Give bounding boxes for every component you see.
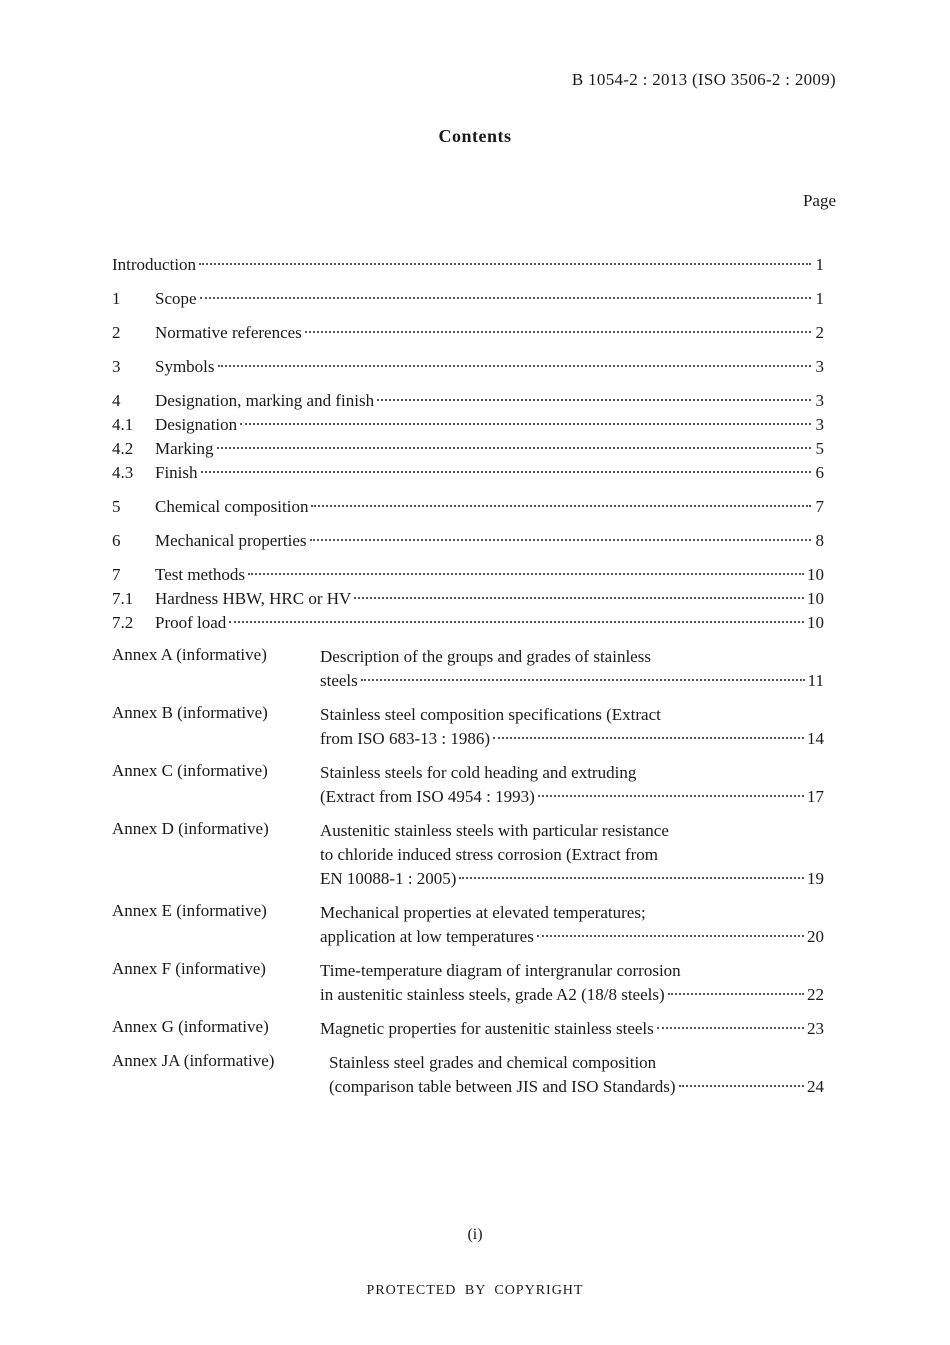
annex-label: Annex G (informative) [112, 1017, 269, 1036]
dot-leader [657, 1027, 804, 1029]
dot-leader [311, 505, 811, 507]
toc-entry-number: 7 [112, 565, 121, 584]
annex-title-line: from ISO 683-13 : 1986) [320, 729, 490, 748]
toc-entry-number: 7.1 [112, 589, 134, 608]
annex-title-line: Time-temperature diagram of intergranular corrosion [320, 961, 681, 980]
annex-title-line: Mechanical properties at elevated temperatures; [320, 903, 646, 922]
annex-entry-g[interactable] [112, 1017, 824, 1041]
toc-entry-page: 1 [815, 255, 824, 274]
dot-leader [248, 573, 804, 575]
dot-leader [217, 447, 811, 449]
annex-title-line: steels [320, 671, 358, 690]
toc-entry-page: 10 [807, 565, 824, 584]
toc-entry-number: 2 [112, 323, 121, 342]
annex-label: Annex F (informative) [112, 959, 266, 978]
annex-page: 22 [807, 985, 824, 1004]
toc-entry-page: 3 [815, 415, 824, 434]
annex-page: 23 [807, 1019, 824, 1038]
dot-leader [218, 365, 811, 367]
dot-leader [537, 935, 804, 937]
annex-title-line: Stainless steel composition specifications (Extract [320, 705, 661, 724]
copyright-notice: PROTECTED BY COPYRIGHT [366, 1283, 584, 1298]
toc-entry[interactable] [112, 529, 824, 553]
annex-title-line: (comparison table between JIS and ISO Standards) [329, 1077, 676, 1096]
toc-entry-page: 7 [815, 497, 824, 516]
dot-leader [229, 621, 804, 623]
toc-entry-number: 1 [112, 289, 121, 308]
annex-label: Annex B (informative) [112, 703, 268, 722]
toc-entry-page: 1 [815, 289, 824, 308]
toc-entry-page: 5 [815, 439, 824, 458]
page-title: Contents [438, 126, 512, 146]
toc-entry-number: 7.2 [112, 613, 134, 632]
dot-leader [199, 263, 811, 265]
document-identifier: B 1054-2 : 2013 (ISO 3506-2 : 2009) [571, 70, 836, 89]
dot-leader [310, 539, 811, 541]
toc-subentry[interactable] [112, 437, 824, 461]
toc-entry[interactable] [112, 321, 824, 345]
annex-label: Annex JA (informative) [112, 1051, 275, 1070]
toc-entry[interactable] [112, 287, 824, 311]
annex-entry-c[interactable] [112, 761, 824, 809]
toc-entry-page: 10 [807, 613, 824, 632]
toc-entry-page: 8 [815, 531, 824, 550]
annex-label: Annex C (informative) [112, 761, 268, 780]
toc-entry-page: 10 [807, 589, 824, 608]
dot-leader [538, 795, 804, 797]
toc-entry[interactable] [112, 389, 824, 413]
dot-leader [361, 679, 805, 681]
dot-leader [679, 1085, 804, 1087]
annex-label: Annex E (informative) [112, 901, 267, 920]
page-folio: (i) [467, 1226, 483, 1243]
page-column-heading: Page [802, 191, 836, 210]
annex-entry-e[interactable] [112, 901, 824, 949]
annex-label: Annex A (informative) [112, 645, 267, 664]
annex-page: 17 [807, 787, 824, 806]
annex-page: 14 [807, 729, 824, 748]
toc-entry-number: 4.2 [112, 439, 134, 458]
toc-entry-title: Proof load [155, 613, 227, 632]
toc-entry-title: Scope [155, 289, 197, 308]
toc-entry-title: Normative references [155, 323, 302, 342]
annex-page: 19 [807, 869, 824, 888]
toc-entry-number: 5 [112, 497, 121, 516]
toc-entry-number: 4 [112, 391, 121, 410]
toc-entry-page: 3 [815, 357, 824, 376]
annex-title-line: Austenitic stainless steels with particular resistance [320, 821, 669, 840]
annex-title-line: Stainless steels for cold heading and extruding [320, 763, 637, 782]
annex-entry-a[interactable] [112, 645, 824, 693]
toc-subentry[interactable] [112, 587, 824, 611]
annex-title-line: Magnetic properties for austenitic stainless steels [320, 1019, 654, 1038]
toc-entry-title: Introduction [112, 255, 197, 274]
toc-entry[interactable] [112, 355, 824, 379]
annex-page: 24 [807, 1077, 824, 1096]
dot-leader [201, 471, 811, 473]
toc-entry-title: Hardness HBW, HRC or HV [155, 589, 352, 608]
dot-leader [200, 297, 811, 299]
toc-entry-title: Designation, marking and finish [155, 391, 375, 410]
toc-entry-title: Designation [155, 415, 238, 434]
toc-entry[interactable] [112, 563, 824, 587]
dot-leader [305, 331, 811, 333]
toc-entry-page: 6 [815, 463, 824, 482]
annex-title-line: EN 10088-1 : 2005) [320, 869, 457, 888]
annex-title-line: application at low temperatures [320, 927, 534, 946]
dot-leader [668, 993, 804, 995]
toc-entry-page: 2 [815, 323, 824, 342]
toc-entry-number: 4.3 [112, 463, 134, 482]
dot-leader [240, 423, 811, 425]
annex-title-line: Stainless steel grades and chemical composition [329, 1053, 657, 1072]
toc-entry-number: 6 [112, 531, 121, 550]
toc-entry-title: Symbols [155, 357, 215, 376]
dot-leader [459, 877, 804, 879]
annex-entry-ja[interactable] [112, 1051, 824, 1099]
toc-entry[interactable] [112, 495, 824, 519]
toc-entry-introduction[interactable] [112, 253, 824, 277]
toc-entry-title: Chemical composition [155, 497, 309, 516]
toc-subentry[interactable] [112, 461, 824, 485]
dot-leader [377, 399, 811, 401]
annex-label: Annex D (informative) [112, 819, 269, 838]
toc-entry-page: 3 [815, 391, 824, 410]
annex-page: 20 [807, 927, 824, 946]
table-of-contents [112, 253, 824, 1099]
toc-entry-title: Marking [155, 439, 214, 458]
annex-title-line: Description of the groups and grades of stainless [320, 647, 651, 666]
toc-entry-title: Test methods [155, 565, 245, 584]
toc-entry-number: 3 [112, 357, 121, 376]
toc-subentry[interactable] [112, 611, 824, 635]
annex-entry-f[interactable] [112, 959, 824, 1007]
toc-entry-title: Mechanical properties [155, 531, 307, 550]
annex-entry-d[interactable] [112, 819, 824, 891]
dot-leader [493, 737, 804, 739]
annex-title-line: to chloride induced stress corrosion (Extract from [320, 845, 659, 864]
toc-entry-title: Finish [155, 463, 198, 482]
annex-entry-b[interactable] [112, 703, 824, 751]
annex-title-line: (Extract from ISO 4954 : 1993) [320, 787, 535, 806]
annex-title-line: in austenitic stainless steels, grade A2 (18/8 steels) [320, 985, 665, 1004]
toc-subentry[interactable] [112, 413, 824, 437]
dot-leader [354, 597, 804, 599]
toc-entry-number: 4.1 [112, 415, 134, 434]
annex-page: 11 [807, 671, 824, 690]
